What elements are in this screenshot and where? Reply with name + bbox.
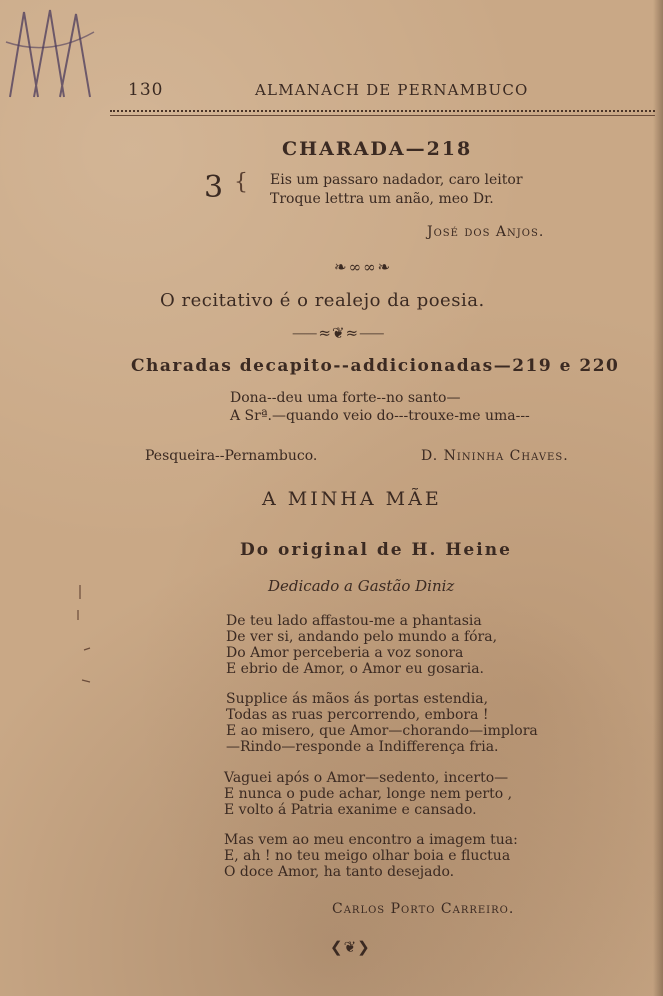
- poem-subtitle: Do original de H. Heine: [240, 540, 512, 560]
- poem-s3-l1: Vaguei após o Amor—sedento, incerto—: [224, 770, 509, 786]
- margin-marks: [70, 580, 100, 703]
- poem-s2-l4: —Rindo—responde a Indifferença fria.: [226, 739, 499, 755]
- decap-place: Pesqueira--Pernambuco.: [145, 448, 318, 464]
- poem-dedication: Dedicado a Gastão Diniz: [268, 577, 455, 595]
- charada-number: 3: [204, 170, 224, 205]
- poem-s2-l3: E ao misero, que Amor—chorando—implora: [226, 723, 538, 739]
- poem-s4-l1: Mas vem ao meu encontro a imagem tua:: [224, 832, 518, 848]
- poem-s4-l2: E, ah ! no teu meigo olhar boia e fluctua: [224, 848, 511, 864]
- poem-s2-l2: Todas as ruas percorrendo, embora !: [226, 707, 489, 723]
- poem-s1-l4: E ebrio de Amor, o Amor eu gosaria.: [226, 661, 485, 677]
- decap-line-2: A Srª.—quando veio do---trouxe-me uma---: [230, 408, 530, 424]
- ornament-divider-1: ❧∞∞❧: [334, 258, 393, 276]
- page-number: 130: [128, 80, 164, 100]
- poem-author: Carlos Porto Carreiro.: [332, 901, 515, 917]
- charada-author: José dos Anjos.: [427, 224, 545, 240]
- charada-218-title: CHARADA—218: [282, 138, 473, 160]
- poem-s1-l2: De ver si, andando pelo mundo a fóra,: [226, 629, 498, 645]
- poem-title: A MINHA MÃE: [262, 488, 442, 510]
- charadas-decapitadas-title: Charadas decapito--addicionadas—219 e 220: [131, 356, 620, 376]
- poem-s2-l1: Supplice ás mãos ás portas estendia,: [226, 691, 489, 707]
- ornament-divider-2: ⸺≈❦≈⸺: [292, 324, 386, 342]
- charada-line-2: Troque lettra um anão, meo Dr.: [270, 191, 494, 207]
- saying-recitativo: O recitativo é o realejo da poesia.: [160, 290, 485, 311]
- charada-line-1: Eis um passaro nadador, caro leitor: [270, 172, 523, 188]
- poem-s1-l1: De teu lado affastou-me a phantasia: [226, 613, 482, 629]
- end-ornament: ❮❦❯: [330, 938, 371, 956]
- charada-brace: {: [234, 170, 248, 195]
- poem-s4-l3: O doce Amor, ha tanto desejado.: [224, 864, 455, 880]
- decap-author: D. Nininha Chaves.: [421, 448, 569, 464]
- poem-s3-l3: E volto á Patria exanime e cansado.: [224, 802, 477, 818]
- poem-s3-l2: E nunca o pude achar, longe nem perto ,: [224, 786, 513, 802]
- decap-line-1: Dona--deu uma forte--no santo—: [230, 390, 461, 406]
- margin-pencil-marks: [70, 580, 100, 700]
- library-stamp-mark: [4, 2, 96, 112]
- header-rule: [110, 110, 655, 116]
- running-header-title: ALMANACH DE PERNAMBUCO: [255, 81, 529, 99]
- poem-s1-l3: Do Amor perceberia a voz sonora: [226, 645, 464, 661]
- page-edge-shadow: [653, 0, 663, 996]
